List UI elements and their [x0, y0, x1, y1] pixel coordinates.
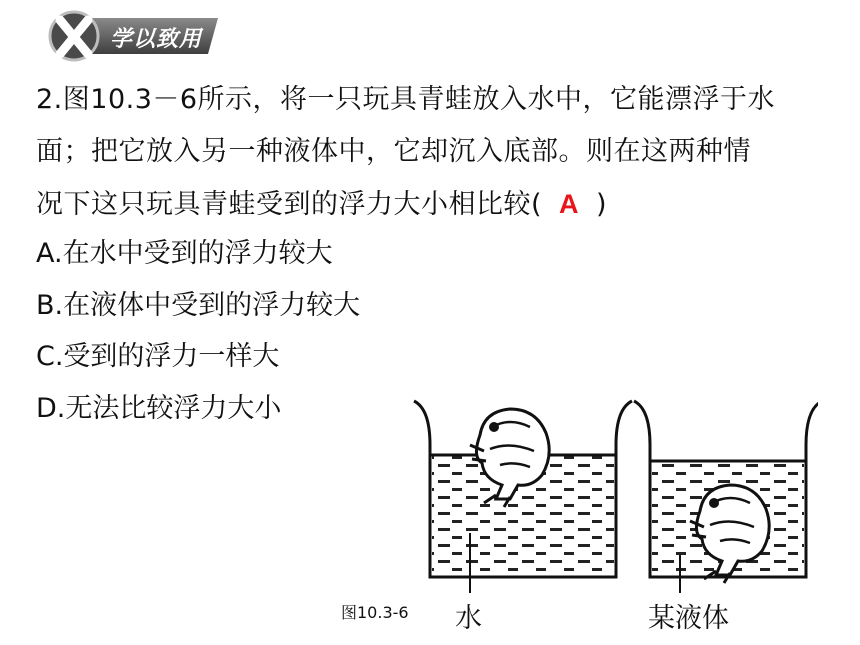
- option-a: A.在水中受到的浮力较大: [36, 238, 333, 269]
- option-b: B.在液体中受到的浮力较大: [36, 290, 361, 321]
- question-line-suffix: ): [596, 189, 608, 220]
- answer-mark: A: [559, 189, 580, 219]
- question-line: [36, 178, 826, 231]
- question-line: 面；把它放入另一种液体中，它却沉入底部。则在这两种情: [36, 136, 751, 167]
- question-line-prefix: 况下这只玩具青蛙受到的浮力大小相比较(: [36, 189, 543, 220]
- beaker-figure: [408, 395, 818, 595]
- figure-caption: 图10.3-6: [341, 603, 409, 622]
- section-badge: [48, 10, 224, 62]
- question-text: [36, 74, 826, 231]
- water-beaker: [414, 401, 632, 593]
- liquid-beaker: [634, 401, 818, 593]
- liquid-label: 某液体: [648, 603, 729, 634]
- badge-title: 学以致用: [110, 27, 203, 52]
- option-d: D.无法比较浮力大小: [36, 393, 282, 424]
- water-label: 水: [455, 603, 482, 634]
- question-line: 2.图10.3－6所示，将一只玩具青蛙放入水中，它能漂浮于水: [36, 84, 776, 115]
- option-c: C.受到的浮力一样大: [36, 341, 280, 372]
